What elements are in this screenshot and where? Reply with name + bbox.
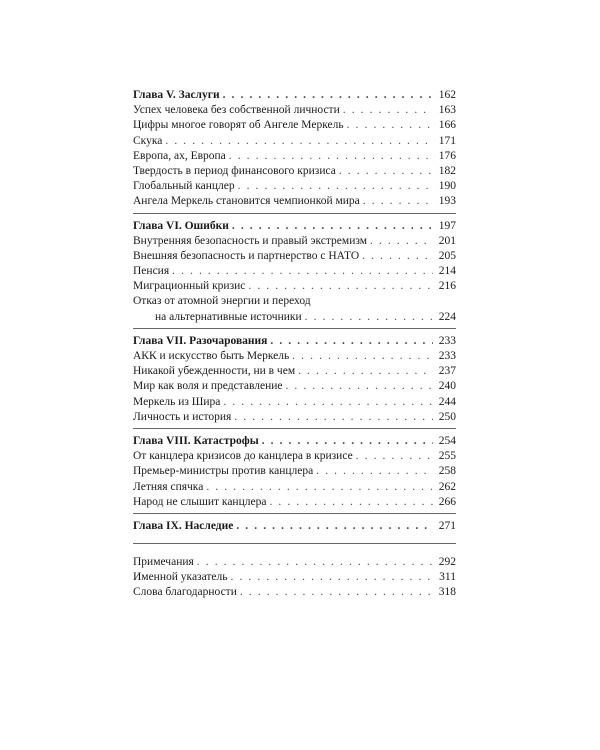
dot-leader: [298, 364, 433, 379]
page-number: 266: [438, 495, 456, 508]
page-number: 233: [438, 350, 456, 362]
dot-leader: [356, 449, 433, 464]
dot-leader: [231, 570, 433, 585]
page-number: 182: [438, 164, 456, 177]
toc-entry: [133, 349, 456, 364]
toc-entry: [133, 149, 456, 164]
toc-entry: [133, 179, 456, 194]
chapter-title: Глава VIII. Катастрофы: [133, 434, 259, 447]
toc-chapter-6: [133, 219, 456, 234]
section-divider: [133, 513, 456, 514]
dot-leader: [362, 249, 433, 264]
dot-leader: [172, 264, 433, 279]
dot-leader: [316, 464, 433, 479]
toc-entry: [133, 449, 456, 464]
dot-leader: [232, 219, 433, 234]
toc-entry: [133, 134, 456, 149]
toc-backmatter-acknowledgements: [133, 585, 456, 600]
dot-leader: [339, 164, 433, 179]
toc-entry: [133, 364, 456, 379]
page-number: 166: [438, 119, 456, 132]
dot-leader: [270, 334, 433, 349]
page-number: 216: [438, 280, 456, 293]
toc-chapter-9: [133, 519, 456, 534]
toc-entry: [133, 264, 456, 279]
page-number: 292: [438, 556, 456, 569]
dot-leader: [343, 103, 433, 118]
toc-entry: [133, 194, 456, 209]
page-number: 171: [438, 134, 456, 147]
entry-title: Мир как воля и представление: [133, 380, 283, 393]
page-number: 262: [438, 480, 456, 493]
dot-leader: [370, 234, 433, 249]
page-number: 318: [438, 586, 456, 599]
dot-leader: [292, 349, 433, 364]
chapter-title: Глава IX. Наследие: [133, 519, 234, 532]
entry-title: Твердость в период финансового кризиса: [133, 164, 336, 177]
entry-title: Внешняя безопасность и партнерство с НАТО: [133, 249, 360, 262]
page-number: 244: [438, 395, 456, 408]
dot-leader: [238, 179, 433, 194]
toc-entry: [133, 480, 456, 495]
dot-leader: [305, 310, 433, 325]
entry-title: Глобальный канцлер: [133, 180, 235, 193]
page-number: 271: [438, 519, 456, 532]
toc-entry: [133, 495, 456, 510]
entry-title: Именной указатель: [133, 571, 228, 584]
toc-backmatter-notes: [133, 555, 456, 570]
entry-title: Европа, ах, Европа: [133, 149, 226, 162]
toc-chapter-8: [133, 434, 456, 449]
entry-title: Народ не слышит канцлера: [133, 495, 267, 508]
section-divider: [133, 328, 456, 329]
page-number: 255: [438, 450, 456, 463]
page-number: 176: [438, 149, 456, 162]
dot-leader: [248, 279, 433, 294]
page-number: 240: [438, 380, 456, 393]
entry-title: Миграционный кризис: [133, 280, 246, 293]
dot-leader: [347, 118, 433, 133]
entry-title: Меркель из Шира: [133, 395, 221, 408]
entry-title: Скука: [133, 134, 163, 147]
chapter-title: Глава VI. Ошибки: [133, 219, 229, 232]
toc-backmatter-index: [133, 570, 456, 585]
page-number: 197: [438, 219, 456, 232]
page-number: 190: [438, 180, 456, 193]
page-number: 163: [438, 104, 456, 117]
page-number: 258: [438, 465, 456, 478]
page-number: 237: [438, 365, 456, 378]
entry-title: Пенсия: [133, 265, 170, 278]
entry-title: Успех человека без собственной личности: [133, 104, 340, 117]
chapter-title: Глава VII. Разочарования: [133, 334, 268, 347]
toc-entry: [133, 103, 456, 118]
entry-title: Ангела Меркель становится чемпионкой мира: [133, 195, 360, 208]
dot-leader: [223, 395, 433, 410]
toc-chapter-7: [133, 334, 456, 349]
page-number: 214: [438, 265, 456, 278]
entry-title: Внутренняя безопасность и правый экстремизм: [133, 234, 368, 247]
page-number: 224: [438, 310, 456, 323]
entry-title: Примечания: [133, 556, 194, 569]
page-number: 205: [438, 249, 456, 262]
dot-leader: [229, 149, 433, 164]
page-number: 162: [438, 89, 456, 101]
dot-leader: [234, 410, 433, 425]
toc-entry: [133, 249, 456, 264]
toc-entry: [133, 118, 456, 133]
section-divider: [133, 213, 456, 214]
dot-leader: [240, 585, 433, 600]
dot-leader: [262, 434, 433, 449]
page-number: 233: [438, 334, 456, 347]
dot-leader: [363, 194, 433, 209]
entry-title: Слова благодарности: [133, 586, 237, 599]
toc-entry: [133, 234, 456, 249]
dot-leader: [285, 379, 433, 394]
page-number: 201: [438, 234, 456, 247]
entry-title: Летняя спячка: [133, 480, 204, 493]
page-number: 250: [438, 410, 456, 423]
toc-entry-multiline-first: Отказ от атомной энергии и переход: [133, 295, 311, 308]
entry-title: на альтернативные источники: [155, 310, 302, 323]
dot-leader: [165, 134, 433, 149]
toc-chapter-5: [133, 88, 456, 103]
toc-entry: [133, 279, 456, 294]
page-number: 193: [438, 195, 456, 208]
dot-leader: [197, 555, 433, 570]
toc-entry-multiline-second: [133, 310, 456, 325]
dot-leader: [223, 88, 433, 103]
dot-leader: [236, 519, 433, 534]
toc-entry: [133, 410, 456, 425]
toc-entry: [133, 164, 456, 179]
table-of-contents: [133, 88, 456, 601]
entry-title: От канцлера кризисов до канцлера в кризисе: [133, 450, 353, 463]
dot-leader: [206, 480, 433, 495]
page-number: 254: [438, 434, 456, 447]
entry-title: Премьер-министры против канцлера: [133, 465, 314, 478]
entry-title: Личность и история: [133, 410, 232, 423]
section-divider: [133, 428, 456, 429]
page-number: 311: [439, 571, 456, 584]
toc-entry: [133, 395, 456, 410]
entry-title: Никакой убежденности, ни в чем: [133, 365, 296, 378]
entry-title: Цифры многое говорят об Ангеле Меркель: [133, 119, 344, 132]
toc-entry: [133, 464, 456, 479]
toc-entry: [133, 379, 456, 394]
entry-title: АКК и искусство быть Меркель: [133, 350, 290, 362]
section-divider: [133, 543, 456, 544]
chapter-title: Глава V. Заслуги: [133, 89, 220, 101]
dot-leader: [269, 495, 433, 510]
